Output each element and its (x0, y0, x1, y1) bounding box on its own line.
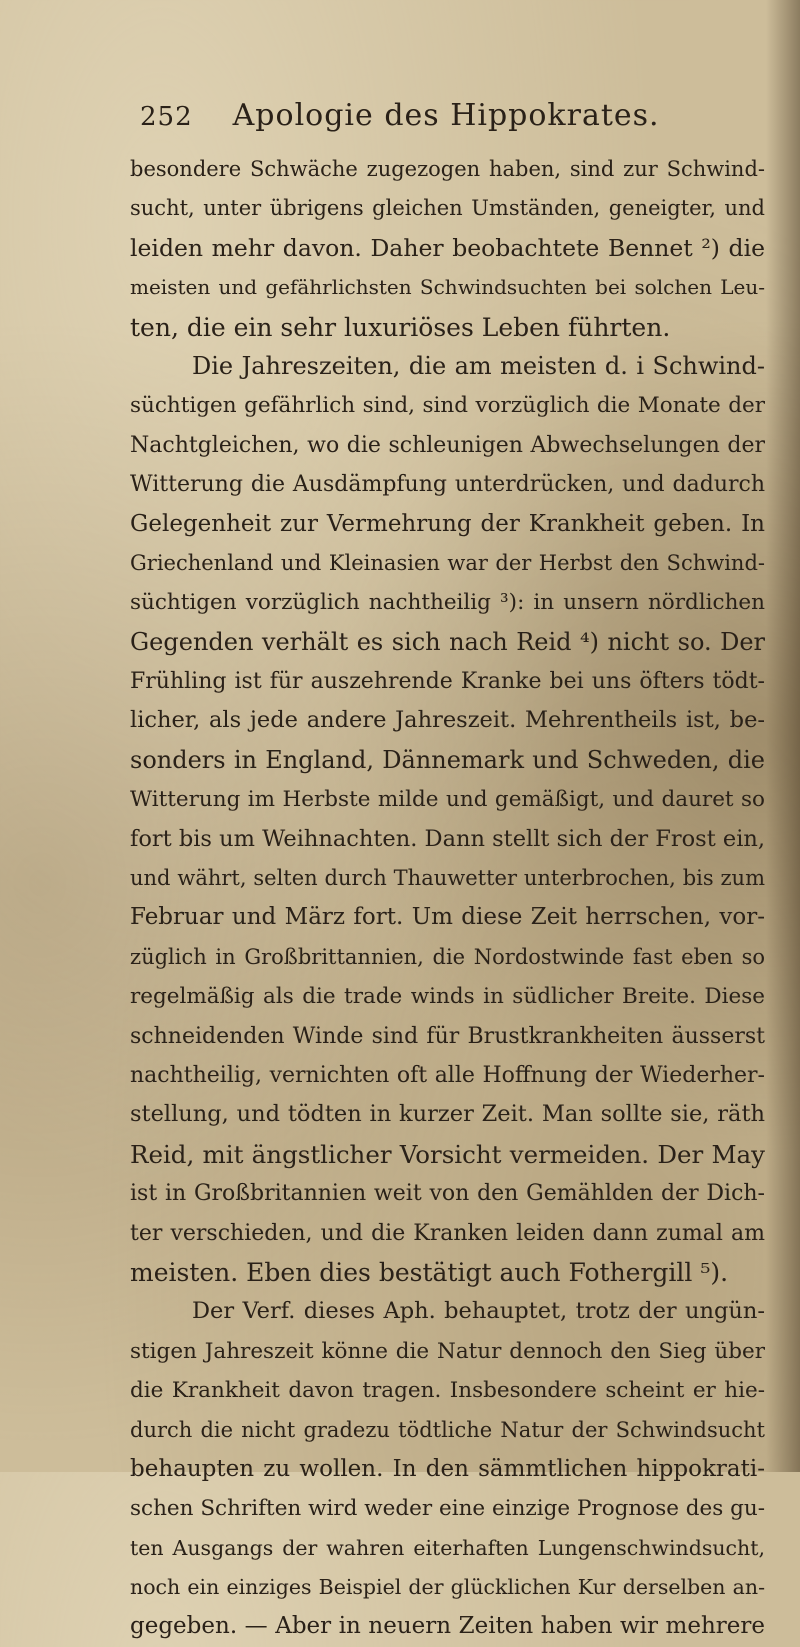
text-line: stellung, und tödten in kurzer Zeit. Man sollte sie, räth (130, 1101, 765, 1128)
text-line: süchtigen gefährlich sind, sind vorzüglich die Monate der (130, 393, 765, 419)
text-line: durch die nicht gradezu tödtliche Natur der Schwindsucht (130, 1417, 765, 1442)
text-line: meisten. Eben dies bestätigt auch Fothergill ⁵). (130, 1257, 729, 1287)
text-line: licher, als jede andere Jahreszeit. Mehrentheils ist, be- (130, 707, 765, 734)
text-line: Nachtgleichen, wo die schleunigen Abwechselungen der (130, 432, 765, 458)
body-text (130, 150, 765, 1647)
text-line: Witterung im Herbste milde und gemäßigt, und dauret so (130, 787, 765, 813)
running-title: Apologie des Hippokrates. (232, 98, 660, 133)
text-line: ist in Großbritannien weit von den Gemählden der Dich- (130, 1181, 765, 1207)
text-line: Griechenland und Kleinasien war der Herbst den Schwind- (130, 550, 765, 575)
text-line: besondere Schwäche zugezogen haben, sind zur Schwind- (130, 157, 765, 181)
text-line: sonders in England, Dännemark und Schweden, die (130, 745, 765, 774)
text-line: regelmäßig als die trade winds in südlicher Breite. Diese (130, 984, 765, 1010)
text-line: Witterung die Ausdämpfung unterdrücken, und dadurch (130, 472, 765, 498)
text-line: meisten und gefährlichsten Schwindsuchten bei solchen Leu- (130, 275, 765, 300)
text-line: Februar und März fort. Um diese Zeit herrschen, vor- (130, 904, 765, 931)
text-line: Die Jahreszeiten, die am meisten d. i Schwind- (192, 351, 765, 380)
text-line: gegeben. — Aber in neuern Zeiten haben wir mehrere (130, 1613, 765, 1640)
text-line: nachtheilig, vernichten oft alle Hoffnung der Wiederher- (130, 1062, 765, 1088)
text-line: Reid, mit ängstlicher Vorsicht vermeiden. Der May (130, 1139, 765, 1169)
page-number: 252 (140, 102, 193, 132)
text-line: züglich in Großbrittannien, die Nordostwinde fast eben so (130, 944, 765, 969)
text-line: die Krankheit davon tragen. Insbesondere scheint er hie- (130, 1378, 765, 1404)
text-line: süchtigen vorzüglich nachtheilig ³): in unsern nördlichen (130, 590, 765, 616)
text-line: ten Ausgangs der wahren eiterhaften Lungenschwindsucht, (130, 1535, 765, 1560)
text-line: sucht, unter übrigens gleichen Umständen, geneigter, und (130, 196, 765, 221)
text-line: stigen Jahreszeit könne die Natur dennoch den Sieg über (130, 1338, 765, 1364)
text-line: ter verschieden, und die Kranken leiden dann zumal am (130, 1220, 765, 1246)
text-line: ten, die ein sehr luxuriöses Leben führten. (130, 312, 671, 342)
text-line: Gegenden verhält es sich nach Reid ⁴) nicht so. Der (130, 627, 765, 656)
page-header (140, 98, 700, 138)
text-line: Der Verf. dieses Aph. behauptet, trotz der ungün- (192, 1298, 765, 1325)
text-line: behaupten zu wollen. In den sämmtlichen hippokrati- (130, 1455, 765, 1482)
text-line: noch ein einziges Beispiel der glücklichen Kur derselben an- (130, 1575, 765, 1600)
spine-shadow (766, 0, 800, 1472)
text-line: Gelegenheit zur Vermehrung der Krankheit geben. In (130, 510, 765, 537)
text-line: und währt, selten durch Thauwetter unterbrochen, bis zum (130, 866, 765, 891)
text-line: leiden mehr davon. Daher beobachtete Bennet ²) die (130, 233, 765, 262)
text-line: Frühling ist für auszehrende Kranke bei uns öfters tödt- (130, 669, 765, 695)
text-line: schen Schriften wird weder eine einzige Prognose des gu- (130, 1496, 765, 1522)
text-line: fort bis um Weihnachten. Dann stellt sich der Frost ein, (130, 825, 765, 852)
text-line: schneidenden Winde sind für Brustkrankheiten äusserst (130, 1023, 765, 1049)
